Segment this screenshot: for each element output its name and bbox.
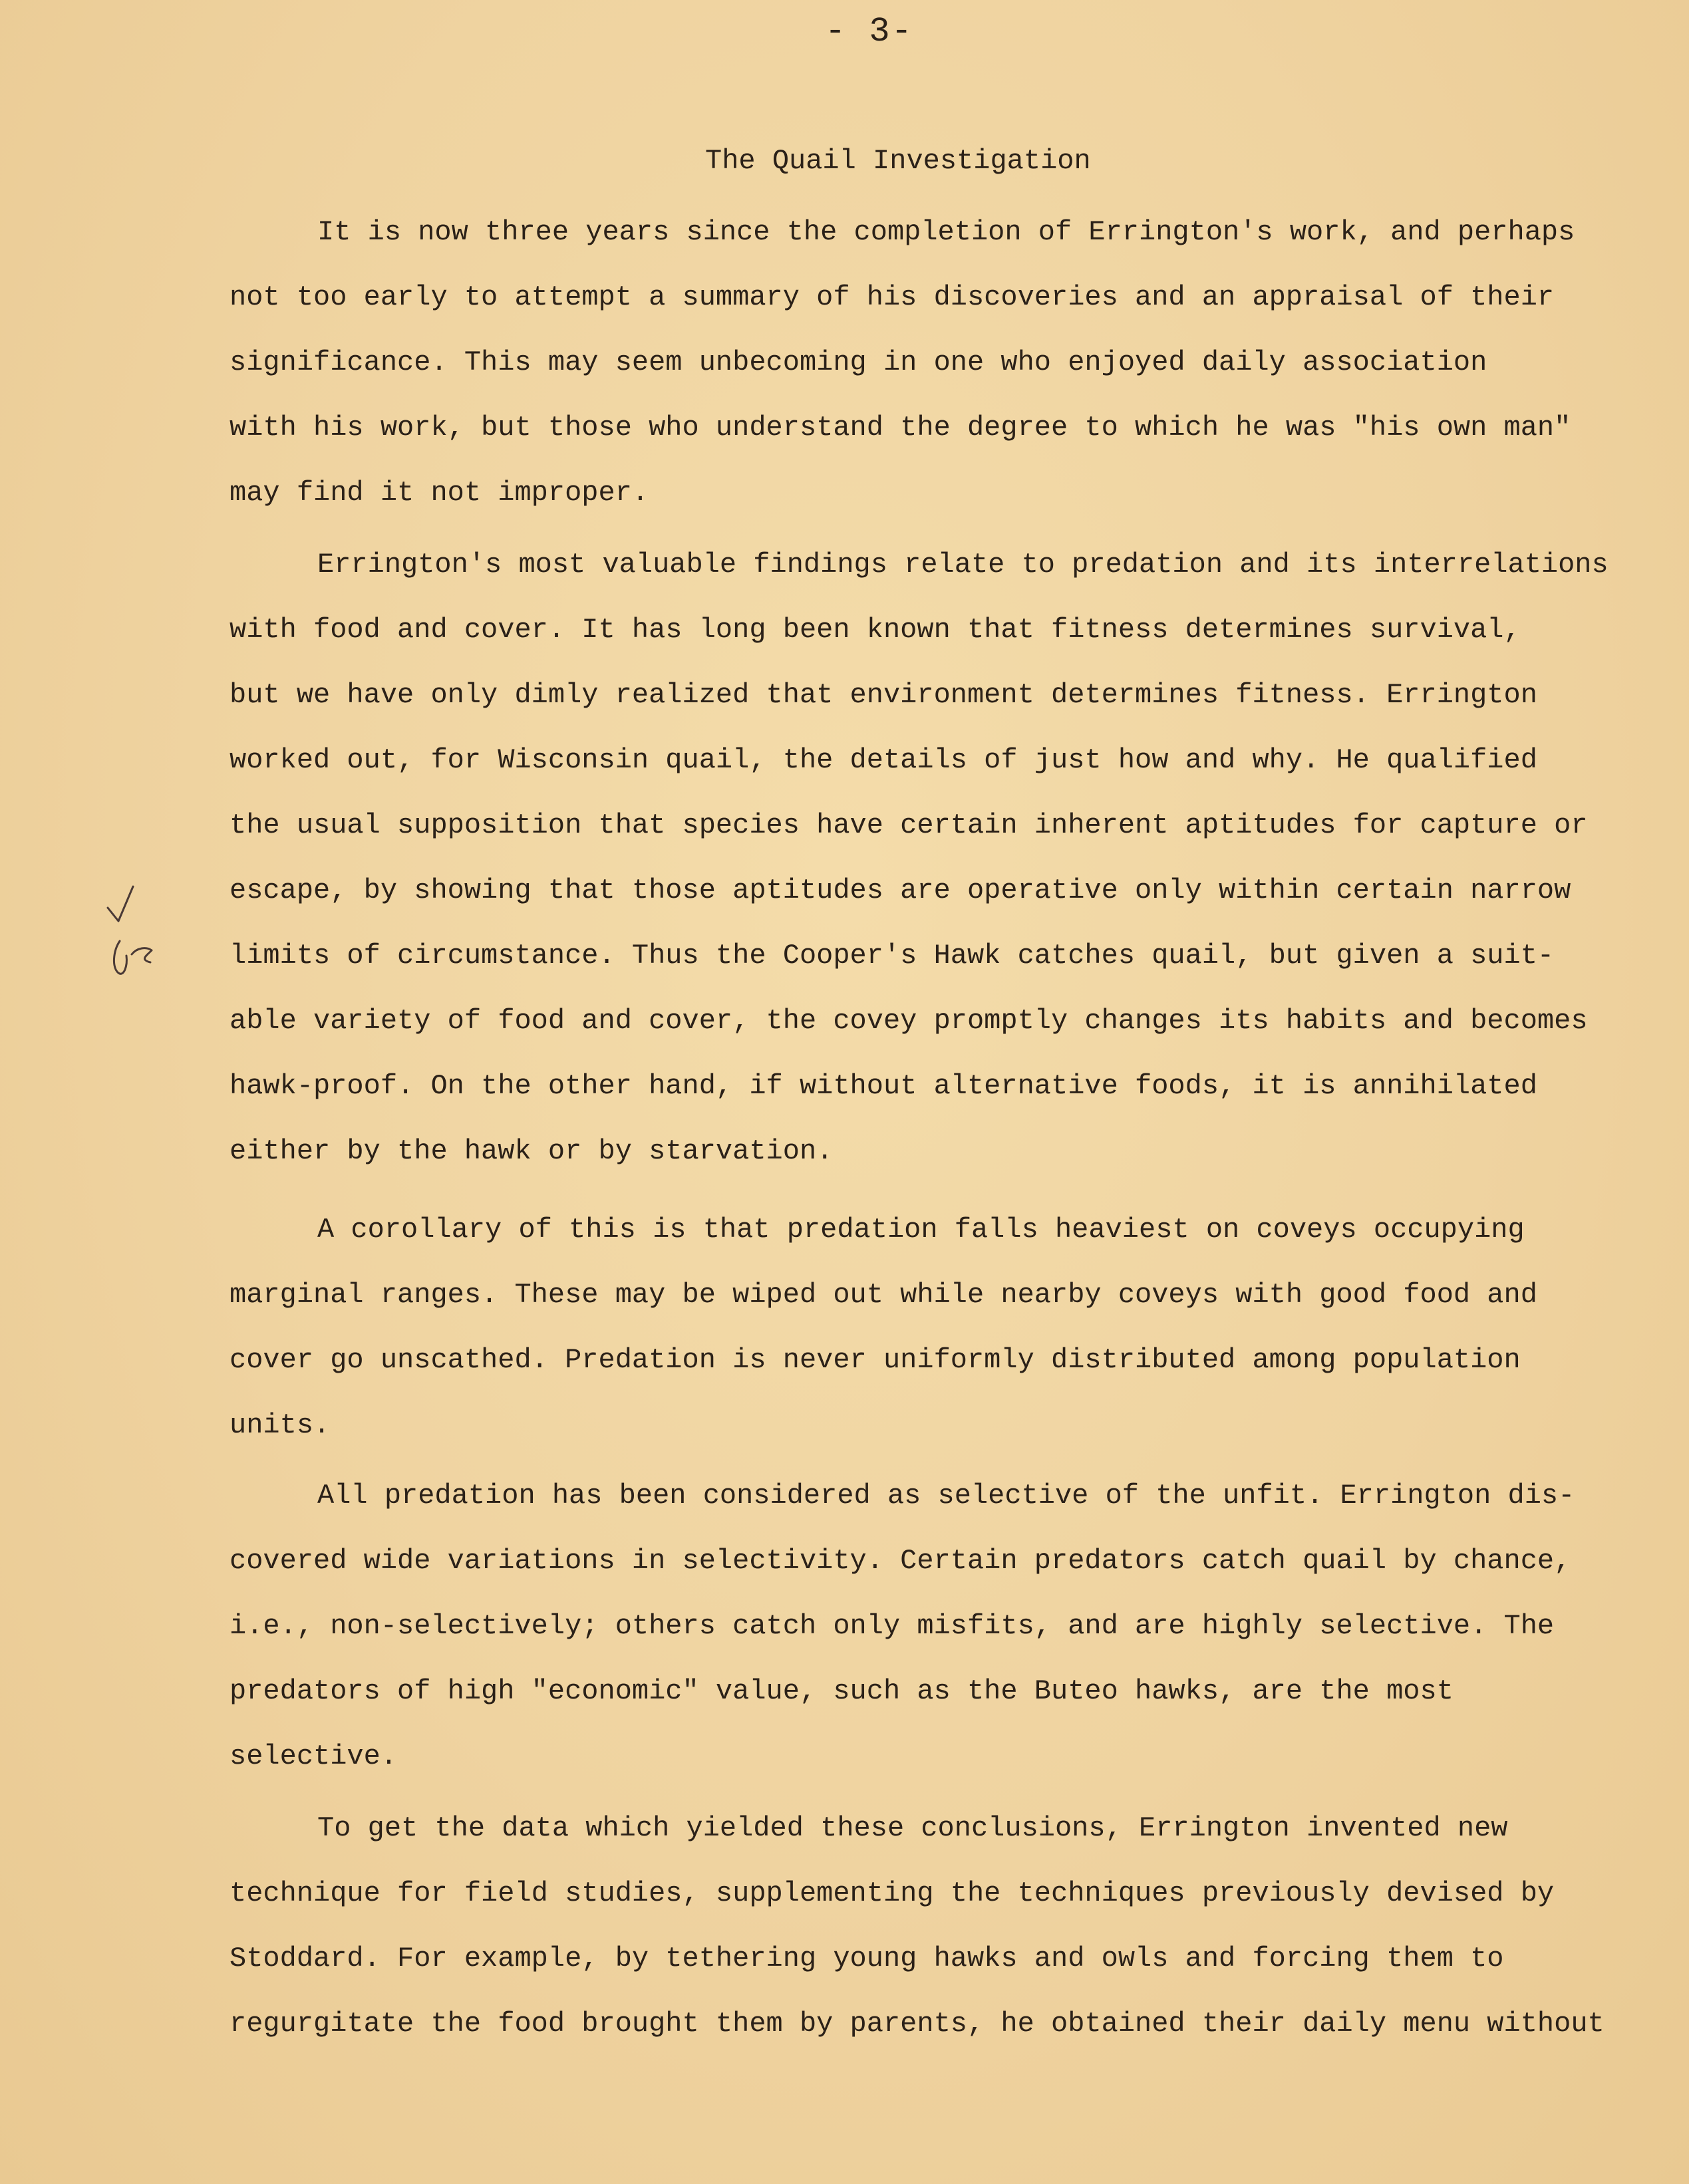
paragraph-4 (230, 1463, 1613, 1789)
paragraph-line: i.e., non-selectively; others catch only misfits, and are highly selective. The (230, 1610, 1555, 1642)
paragraph-line: may find it not improper. (230, 477, 649, 509)
paragraph-line: worked out, for Wisconsin quail, the details of just how and why. He qualified (230, 744, 1537, 776)
page-title: The Quail Investigation (705, 145, 1091, 177)
paragraph-line: predators of high "economic" value, such as the Buteo hawks, are the most (230, 1675, 1454, 1707)
paragraph-line: hawk-proof. On the other hand, if without alternative foods, it is annihilated (230, 1070, 1537, 1102)
paragraph-line: A corollary of this is that predation falls heaviest on coveys occupying (317, 1214, 1525, 1246)
paragraph-line: marginal ranges. These may be wiped out while nearby coveys with good food and (230, 1279, 1537, 1311)
paragraph-line: covered wide variations in selectivity. Certain predators catch quail by chance, (230, 1545, 1571, 1577)
paragraph-line: regurgitate the food brought them by parents, he obtained their daily menu without (230, 2008, 1605, 2040)
paragraph-line: selective. (230, 1740, 398, 1772)
paragraph-1 (230, 200, 1613, 525)
paragraph-line: escape, by showing that those aptitudes are operative only within certain narrow (230, 875, 1571, 906)
paragraph-line: technique for field studies, supplementing the techniques previously devised by (230, 1877, 1555, 1909)
paragraph-line: with his work, but those who understand the degree to which he was "his own man" (230, 412, 1571, 444)
paragraph-line: Stoddard. For example, by tethering young hawks and owls and forcing them to (230, 1943, 1504, 1975)
paragraph-2 (230, 532, 1613, 1184)
paragraph-line: To get the data which yielded these conclusions, Errington invented new (317, 1812, 1508, 1844)
paragraph-line: not too early to attempt a summary of his discoveries and an appraisal of their (230, 281, 1555, 313)
paragraph-5 (230, 1796, 1613, 2056)
paragraph-line: significance. This may seem unbecoming in one who enjoyed daily association (230, 346, 1487, 378)
paragraph-line: but we have only dimly realized that environment determines fitness. Errington (230, 679, 1537, 711)
paragraph-line: cover go unscathed. Predation is never uniformly distributed among population (230, 1344, 1521, 1376)
paragraph-line: Errington's most valuable findings relate to predation and its interrelations (317, 549, 1609, 581)
paragraph-line: the usual supposition that species have certain inherent aptitudes for capture or (230, 809, 1588, 841)
paragraph-line: either by the hawk or by starvation. (230, 1135, 834, 1167)
paragraph-line: able variety of food and cover, the covey promptly changes its habits and becomes (230, 1005, 1588, 1037)
paragraph-3 (230, 1197, 1613, 1458)
page-number: - 3- (825, 12, 913, 51)
paragraph-line: units. (230, 1409, 331, 1441)
paragraph-line: with food and cover. It has long been known that fitness determines survival, (230, 614, 1521, 646)
paragraph-line: It is now three years since the completion of Errington's work, and perhaps (317, 216, 1575, 248)
paragraph-line: All predation has been considered as selective of the unfit. Errington dis- (317, 1480, 1575, 1512)
handwritten-check-mark-icon (93, 881, 173, 988)
paragraph-line: limits of circumstance. Thus the Cooper's Hawk catches quail, but given a suit- (230, 940, 1555, 972)
